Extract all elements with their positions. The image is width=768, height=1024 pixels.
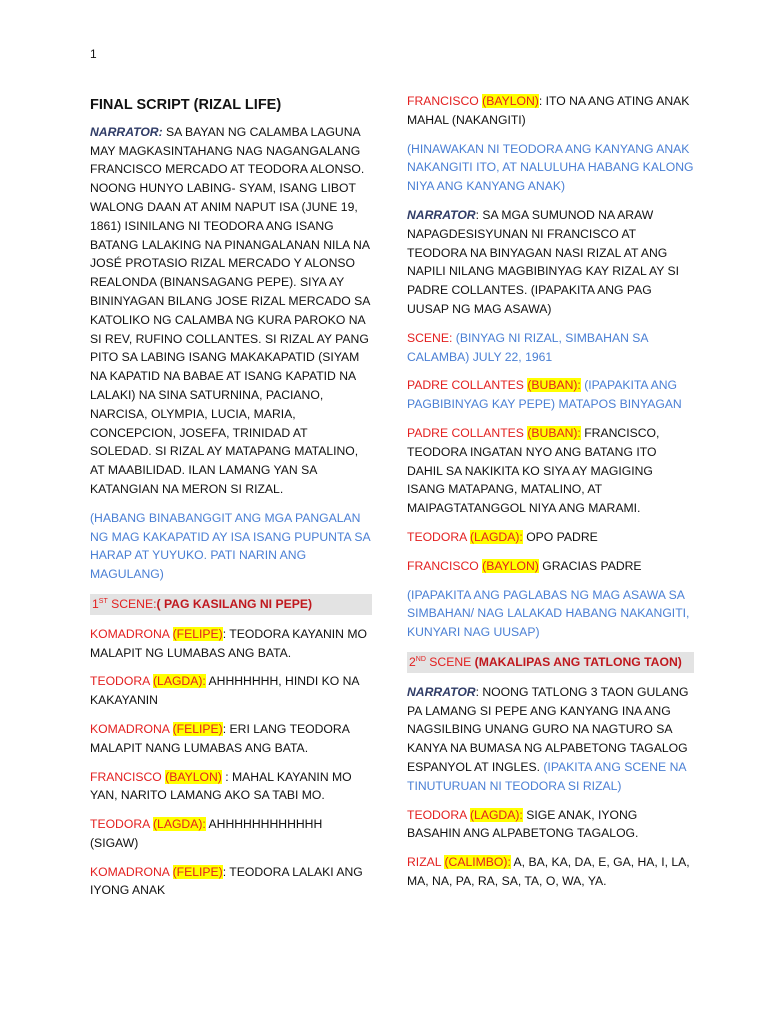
narration-text: SA BAYAN NG CALAMBA LAGUNA MAY MAGKASINTAHANG NAG NAGANGALANG FRANCISCO MERCADO AT TEODORA ALONSO. NOONG HUNYO LABING- SYAM, ISANG LIBOT WALONG DAAN AT ANIM NAPUT ISA (JUNE 19, 1861) ISINILANG NI TEODORA ANG ISANG BATANG LALAKING NA PINANGALANAN NILA NA JOSÉ PROTASIO RIZAL MERCADO Y ALONSO REALONDA (BINANSAGANG PEPE). SIYA AY BININYAGAN BILANG JOSE RIZAL MERCADO SA KATOLIKO NG CALAMBA NG KURA PAROKO NA SI REV, RUFINO COLLANTES. SI RIZAL AY PANG PITO SA LABING ISANG MAKAKAPATID (SIYAM NA KAPATID NA BABAE AT ISANG KAPATID NA LALAKI) NA SINA SATURNINA, PACIANO, NARCISA, OLYMPIA, LUCIA, MARIA, CONCEPCION, JOSEFA, TRINIDAD AT SOLEDAD. SI RIZAL AY MATAPANG MATALINO, AT MAABILIDAD. ILAN LAMANG YAN SA KATANGIAN NA MERON SI RIZAL. — [90, 124, 370, 496]
narration-paragraph — [90, 123, 372, 499]
left-column — [90, 92, 372, 910]
scene-1-heading: 1ST SCENE:( PAG KASILANG NI PEPE) — [90, 594, 372, 615]
dialogue-line: FRANCISCO (BAYLON) GRACIAS PADRE — [407, 558, 642, 573]
dialogue-line: TEODORA (LAGDA): AHHHHHHHHHHHH (SIGAW) — [90, 817, 323, 850]
scene-2-title: (MAKALIPAS ANG TATLONG TAON) — [474, 654, 682, 669]
dialogue-line: FRANCISCO (BAYLON): ITO NA ANG ATING ANAK MAHAL (NAKANGITI) — [407, 94, 690, 127]
narration-paragraph: NARRATOR: SA MGA SUMUNOD NA ARAW NAPAGDESISYUNAN NI FRANCISCO AT TEODORA NA BINYAGAN NASI RIZAL AT ANG NAPILI NILANG MAGBIBINYAG KAY RIZAL AY SI PADRE COLLANTES. (IPAPAKITA ANG PAG UUSAP NG MAG ASAWA) — [407, 207, 680, 316]
stage-direction: (HINAWAKAN NI TEODORA ANG KANYANG ANAK NAKANGITI ITO, AT NALULUHA HABANG KALONG NIYA ANG KANYANG ANAK) — [407, 141, 694, 194]
narrator-label: NARRATOR — [407, 684, 476, 699]
narrator-label: NARRATOR — [407, 207, 476, 222]
right-column — [407, 92, 694, 901]
scene-line: SCENE: (BINYAG NI RIZAL, SIMBAHAN SA CALAMBA) JULY 22, 1961 — [407, 330, 648, 364]
stage-direction: (HABANG BINABANGGIT ANG MGA PANGALAN NG MAG KAKAPATID AY ISA ISANG PUPUNTA SA HARAP AT YUYUKO. PATI NARIN ANG MAGULANG) — [90, 510, 370, 582]
narrator-label: NARRATOR: — [90, 124, 163, 139]
dialogue-line: KOMADRONA (FELIPE): TEODORA LALAKI ANG IYONG ANAK — [90, 864, 363, 898]
dialogue-line: TEODORA (LAGDA): SIGE ANAK, IYONG BASAHIN ANG ALPABETONG TAGALOG. — [407, 807, 639, 841]
narration-paragraph: NARRATOR: NOONG TATLONG 3 TAON GULANG PA LAMANG SI PEPE ANG KANYANG INA ANG NAGSILBING UNANG GURO NA NAGTURO SA KANYA NA BUMASA NG ALPABETONG TAGALOG ESPANYOL AT INGLES. (IPAKITA ANG SCENE NA TINUTURUAN NI TEODORA SI RIZAL) — [407, 684, 689, 793]
script-title: FINAL SCRIPT (RIZAL LIFE) — [90, 97, 282, 113]
scene-2-heading: 2ND SCENE (MAKALIPAS ANG TATLONG TAON) — [407, 652, 694, 673]
dialogue-line: KOMADRONA (FELIPE): ERI LANG TEODORA MALAPIT NANG LUMABAS ANG BATA. — [90, 721, 350, 755]
page-number: 1 — [90, 47, 97, 61]
dialogue-line: KOMADRONA (FELIPE): TEODORA KAYANIN MO MALAPIT NG LUMABAS ANG BATA. — [90, 626, 367, 660]
dialogue-line: PADRE COLLANTES (BUBAN): (IPAPAKITA ANG PAGBIBINYAG KAY PEPE) MATAPOS BINYAGAN — [407, 378, 682, 412]
dialogue-line: RIZAL (CALIMBO): A, BA, KA, DA, E, GA, HA, I, LA, MA, NA, PA, RA, SA, TA, O, WA, YA. — [407, 855, 690, 888]
dialogue-line: TEODORA (LAGDA): OPO PADRE — [407, 529, 598, 544]
dialogue-line: FRANCISCO (BAYLON) : MAHAL KAYANIN MO YAN, NARITO LAMANG AKO SA TABI MO. — [90, 769, 352, 803]
stage-direction: (IPAPAKITA ANG PAGLABAS NG MAG ASAWA SA SIMBAHAN/ NAG LALAKAD HABANG NAKANGITI, KUNYARI NAG UUSAP) — [407, 587, 690, 640]
dialogue-line: TEODORA (LAGDA): AHHHHHHH, HINDI KO NA KAKAYANIN — [90, 674, 359, 708]
scene-1-title: ( PAG KASILANG NI PEPE) — [156, 596, 313, 611]
dialogue-line: PADRE COLLANTES (BUBAN): FRANCISCO, TEODORA INGATAN NYO ANG BATANG ITO DAHIL SA NAKIKITA KO SIYA AY MAGIGING ISANG MATAPANG, MATALINO, AT MAIPAGTATANGGOL NIYA ANG MARAMI. — [407, 425, 660, 516]
